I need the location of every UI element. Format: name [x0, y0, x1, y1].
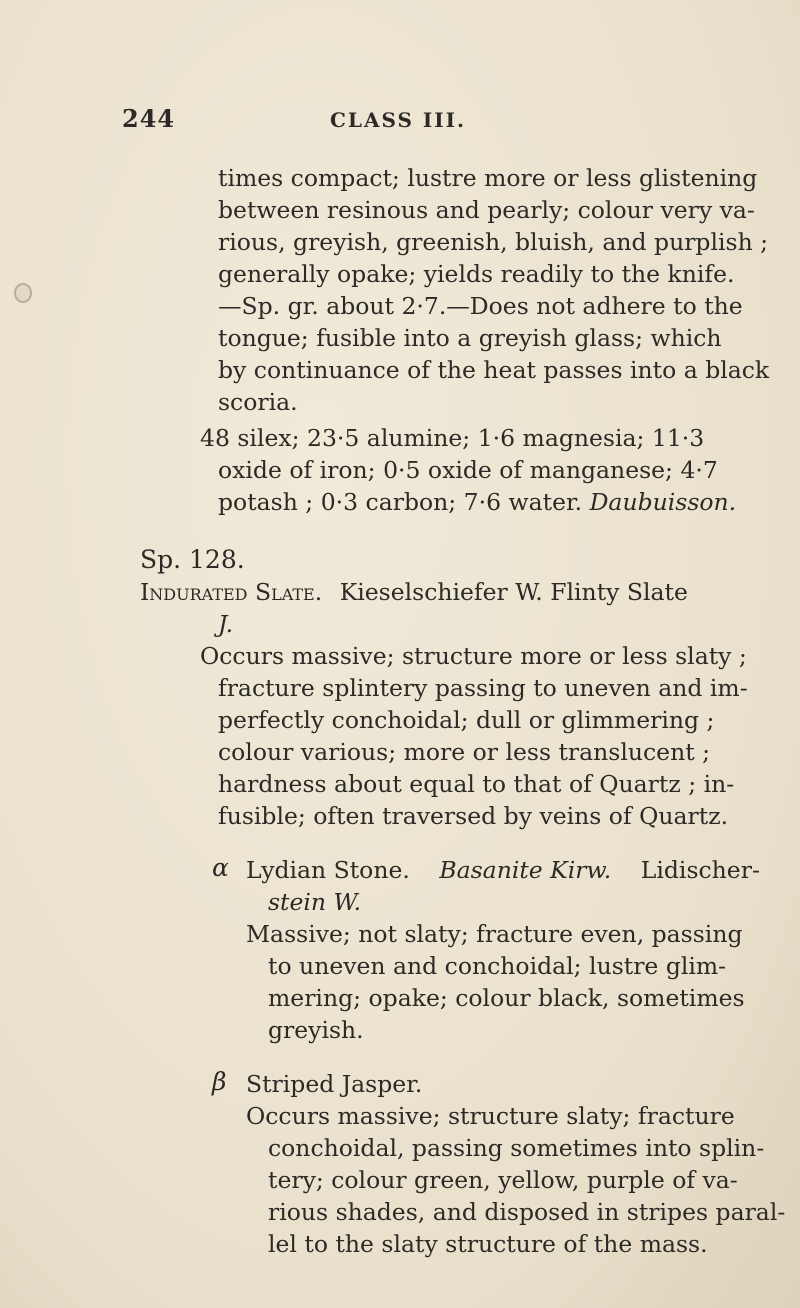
text-line: by continuance of the heat passes into a black [218, 356, 770, 384]
text-line: mering; opake; colour black, sometimes [268, 984, 745, 1012]
text-line: fracture splintery passing to uneven and im- [218, 674, 748, 702]
text-line: lel to the slaty structure of the mass. [268, 1230, 708, 1258]
variety-synonym-continued: stein W. [268, 888, 362, 916]
analysis-text: potash ; 0·3 carbon; 7·6 water. [218, 488, 583, 516]
variety-marker-beta: β [212, 1067, 227, 1096]
species-synonyms: Kieselschiefer W. Flinty Slate [339, 578, 688, 606]
text-line: times compact; lustre more or less glistening [218, 164, 758, 192]
text-line: fusible; often traversed by veins of Quartz. [218, 802, 729, 830]
species-synonym-continued: J. [218, 610, 234, 638]
text-line: tery; colour green, yellow, purple of va- [268, 1166, 738, 1194]
text-line: Occurs massive; structure more or less slaty ; [200, 642, 747, 670]
variety-heading [246, 855, 760, 885]
species-number: Sp. 128. [140, 545, 245, 574]
page-header [0, 104, 800, 134]
analysis-line [218, 487, 736, 517]
analysis-author: Daubuisson. [589, 488, 737, 516]
text-line: —Sp. gr. about 2·7.—Does not adhere to the [218, 292, 743, 320]
text-line: hardness about equal to that of Quartz ; in- [218, 770, 735, 798]
text-line: Occurs massive; structure slaty; fracture [246, 1102, 735, 1130]
text-line: tongue; fusible into a greyish glass; which [218, 324, 722, 352]
text-line: between resinous and pearly; colour very va- [218, 196, 755, 224]
variety-synonym-2: Lidischer- [640, 856, 760, 884]
species-name: Indurated Slate. [140, 578, 323, 606]
variety-title: Lydian Stone. [246, 856, 410, 884]
analysis-line: oxide of iron; 0·5 oxide of manganese; 4·7 [218, 456, 718, 484]
text-line: rious shades, and disposed in stripes paral- [268, 1198, 786, 1226]
variety-marker-alpha: α [212, 853, 229, 882]
text-line: Massive; not slaty; fracture even, passing [246, 920, 743, 948]
variety-synonym: Basanite Kirw. [439, 856, 612, 884]
text-line: perfectly conchoidal; dull or glimmering ; [218, 706, 715, 734]
page-number: 244 [122, 104, 176, 133]
species-heading [140, 577, 688, 607]
text-line: to uneven and conchoidal; lustre glim- [268, 952, 727, 980]
running-head: CLASS III. [330, 108, 466, 132]
binding-hole [14, 283, 32, 303]
text-line: greyish. [268, 1016, 364, 1044]
text-line: rious, greyish, greenish, bluish, and purplish ; [218, 228, 769, 256]
variety-title: Striped Jasper. [246, 1070, 423, 1098]
text-line: conchoidal, passing sometimes into splin- [268, 1134, 765, 1162]
analysis-line: 48 silex; 23·5 alumine; 1·6 magnesia; 11·3 [200, 424, 705, 452]
text-line: colour various; more or less translucent ; [218, 738, 711, 766]
text-line: scoria. [218, 388, 298, 416]
text-line: generally opake; yields readily to the knife. [218, 260, 735, 288]
